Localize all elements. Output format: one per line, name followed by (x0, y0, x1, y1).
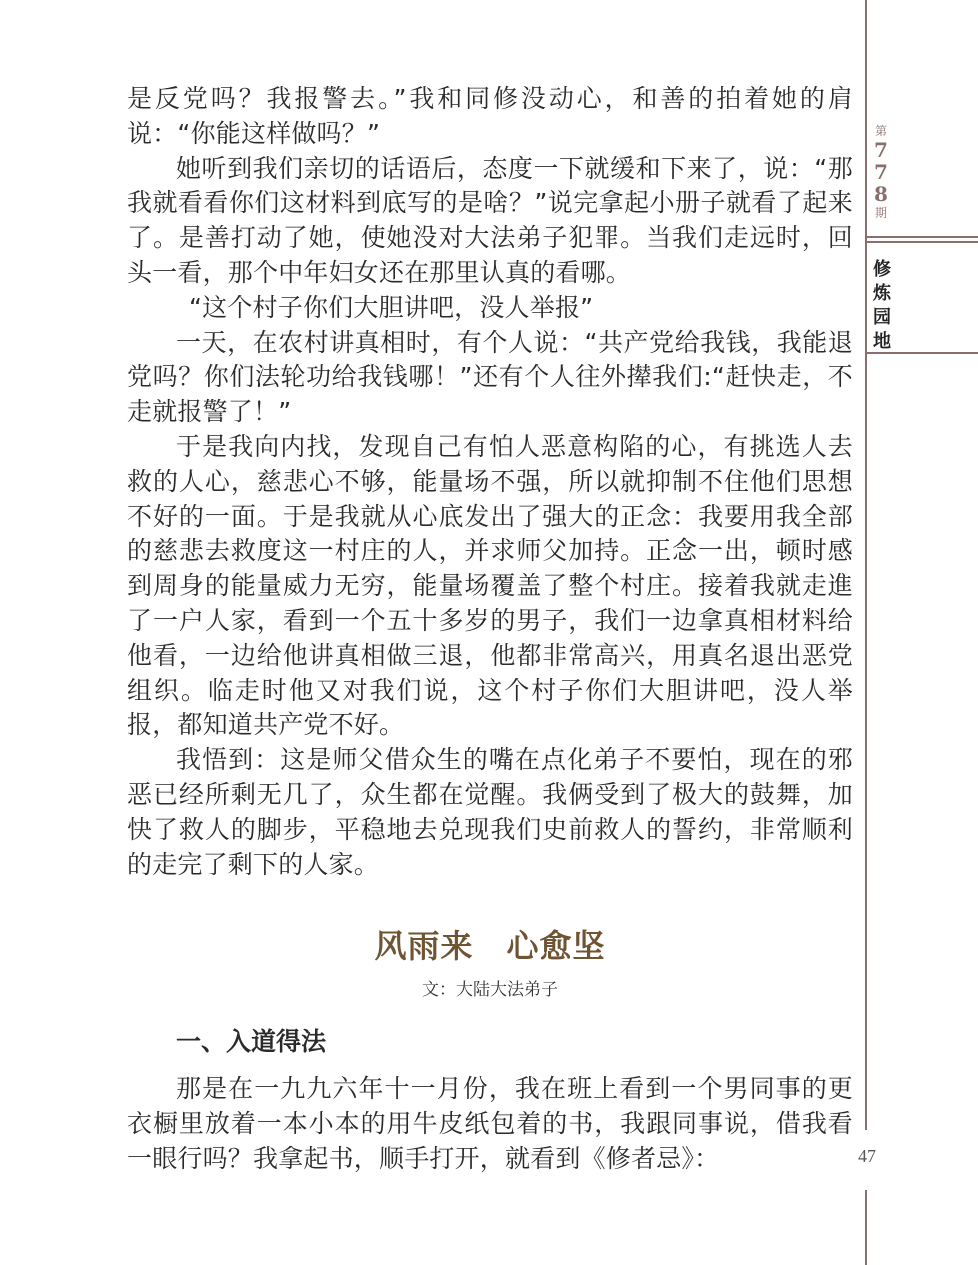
article-byline: 文：大陆大法弟子 (422, 980, 558, 1001)
paragraph-2: 她听到我们亲切的话语后，态度一下就缓和下来了，说：“那我就看看你们这材料到底写的是啥？”说完拿起小册子就看了起来了。是善打动了她，使她没对大法弟子犯罪。当我们走远时，回头一看，那个中年妇女还在那里认真的看哪。 (127, 153, 853, 287)
section-char-2: 炼 (873, 283, 891, 304)
margin-single-rule (866, 352, 978, 354)
paragraph-1: 是反党吗？我报警去。”我和同修没动心，和善的拍着她的肩说：“你能这样做吗？” (127, 84, 853, 148)
section-char-3: 园 (873, 307, 891, 328)
issue-digit-3: 8 (874, 182, 888, 206)
paragraph-3: 一天，在农村讲真相时，有个人说：“共产党给我钱，我能退党吗？你们法轮功给我钱哪！”还有个人往外撵我们:“赶快走，不走就报警了！” (127, 327, 853, 427)
quote-subheading: “这个村子你们大胆讲吧，没人举报” (189, 292, 594, 322)
paragraph-5: 我悟到：这是师父借众生的嘴在点化弟子不要怕，现在的邪恶已经所剩无几了，众生都在觉醒。我俩受到了极大的鼓舞，加快了救人的脚步，平稳地去兑现我们史前救人的誓约，非常顺利的走完了剩下的人家。 (127, 745, 853, 879)
margin-vertical-rule-lower (865, 1190, 867, 1265)
section-label (869, 258, 895, 354)
issue-number-box (866, 123, 896, 221)
margin-double-rule-bottom (866, 241, 978, 243)
issue-digit-1: 7 (874, 138, 888, 162)
article-first-paragraph: 那是在一九九六年十一月份，我在班上看到一个男同事的更衣橱里放着一本小本的用牛皮纸包着的书，我跟同事说，借我看一眼行吗？我拿起书，顺手打开，就看到《修者忌》： (127, 1074, 853, 1173)
article-title: 风雨来 心愈坚 (374, 927, 606, 966)
issue-prefix: 第 (874, 124, 887, 138)
issue-digit-2: 7 (874, 160, 888, 184)
section-char-4: 地 (873, 331, 891, 352)
section-char-1: 修 (873, 259, 891, 280)
text-column (127, 82, 853, 1177)
paragraph-4: 于是我向内找，发现自己有怕人恶意构陷的心，有挑选人去救的人心，慈悲心不够，能量场不强，所以就抑制不住他们思想不好的一面。于是我就从心底发出了强大的正念：我要用我全部的慈悲去救度这一村庄的人，并求师父加持。正念一出，顿时感到周身的能量威力无穷，能量场覆盖了整个村庄。接着我就走進了一户人家，看到一个五十多岁的男子，我们一边拿真相材料给他看，一边给他讲真相做三退，他都非常高兴，用真名退出恶党组织。临走时他又对我们说，这个村子你们大胆讲吧，没人举报，都知道共产党不好。 (127, 431, 853, 740)
section-heading: 一、入道得法 (176, 1027, 327, 1057)
issue-suffix: 期 (874, 206, 887, 220)
page-number: 47 (858, 1146, 876, 1166)
margin-double-rule-top (866, 236, 978, 238)
